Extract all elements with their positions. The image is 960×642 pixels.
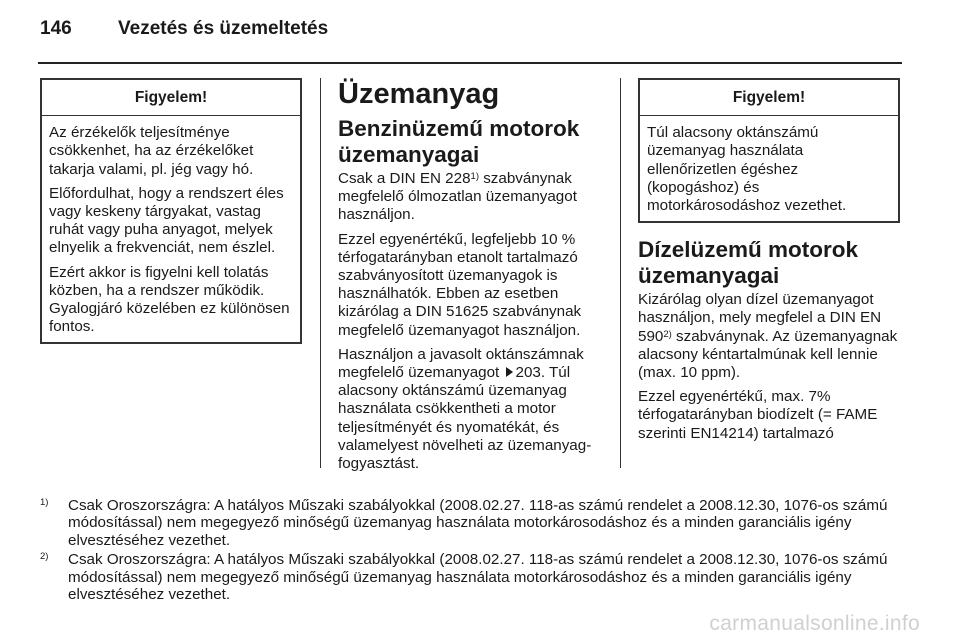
footnote-ref[interactable]: 2) <box>663 328 672 340</box>
subsection-heading-petrol: Benzinüzemű motorok üzemanyagai <box>338 116 580 167</box>
warning-paragraph: Előfordulhat, hogy a rendszert éles vagy keskeny tárgyakat, vastag ruhát vagy puha anyagot, melyek elnyelik a frekvenciát, nem észlel. <box>49 184 284 257</box>
paragraph <box>338 170 606 225</box>
footnote <box>40 497 902 549</box>
subsection-heading-diesel: Dízelüzemű motorok üzemanyagai <box>638 237 859 289</box>
paragraph: Ezzel egyenértékű, legfeljebb 10 % térfogatarányban etanolt tartalmazó szabványosított üzemanyagok is használhatók. Ebben az esetben kizárólag a DIN 51625 szabványnak megfelelő üzemanyagot használjon. <box>338 230 582 339</box>
header-rule <box>38 62 902 64</box>
watermark: carmanualsonline.info <box>709 612 920 635</box>
text: szabványnak. Az üzemanyagnak alacsony kéntartalmúnak kell lennie (max. 10 ppm). <box>638 327 898 382</box>
footnote-mark: 2) <box>40 551 49 563</box>
footnote <box>40 551 902 603</box>
warning-box-body <box>640 116 898 221</box>
footnotes <box>40 497 902 605</box>
text: szabványnak megfelelő ólmozatlan üzemanyagot használjon. <box>338 170 577 224</box>
paragraph: Ezzel egyenértékű, max. 7% térfogatarányban biodízelt (= FAME szerinti EN14214) tartalmazó <box>638 388 878 442</box>
text: Kizárólag olyan dízel üzemanyagot használjon, mely megfelel a DIN EN 590 <box>638 291 882 345</box>
text: . Túl alacsony oktánszámú üzemanyag használata csökkentheti a motor teljesítményét és nyomatékát, és valamelyest növelheti az üzemanyag-fogyasztást. <box>338 364 592 473</box>
warning-paragraph: Ezért akkor is figyelni kell tolatás közben, ha a rendszer működik. Gyalogjáró közelében ez különösen fontos. <box>49 263 290 336</box>
column-divider <box>620 78 621 468</box>
page-header <box>40 18 328 40</box>
page-reference-link[interactable]: 203 <box>515 364 541 382</box>
footnote-ref[interactable]: 1) <box>470 171 479 182</box>
right-column <box>638 78 900 449</box>
footnote-text: Csak Oroszországra: A hatályos Műszaki szabályokkal (2008.02.27. 118-as számú rendelet a 2008.12.30, 1076-os számú módosítással) nem megegyező minőségű üzemanyag használata motorkárosodáshoz és a minden garanciális igény elvesztéséhez vezethet. <box>68 497 888 549</box>
middle-column <box>338 78 606 479</box>
warning-box-sensors <box>40 78 302 344</box>
page-number: 146 <box>40 18 72 39</box>
left-column <box>40 78 302 344</box>
section-heading: Üzemanyag <box>338 78 500 110</box>
warning-box-title: Figyelem! <box>640 80 898 116</box>
chapter-title: Vezetés és üzemeltetés <box>118 18 329 39</box>
footnote-text: Csak Oroszországra: A hatályos Műszaki szabályokkal (2008.02.27. 118-as számú rendelet a 2008.12.30, 1076-os számú módosítással) nem megegyező minőségű üzemanyag használata motorkárosodáshoz és a minden garanciális igény elvesztéséhez vezethet. <box>68 551 888 604</box>
paragraph <box>638 291 900 382</box>
warning-paragraph: Túl alacsony oktánszámú üzemanyag használata ellenőrizetlen égéshez (kopogáshoz) és motorkárosodáshoz vezethet. <box>647 124 847 215</box>
column-divider <box>320 78 321 468</box>
footnote-mark: 1) <box>40 497 49 508</box>
paragraph <box>338 346 606 473</box>
warning-box-body <box>42 116 300 342</box>
text: Csak a DIN EN 228 <box>338 170 471 187</box>
text: Használjon a javasolt oktánszámnak megfelelő üzemanyagot <box>338 345 584 382</box>
warning-box-octane <box>638 78 900 223</box>
warning-box-title: Figyelem! <box>42 80 300 116</box>
warning-paragraph: Az érzékelők teljesítménye csökkenhet, ha az érzékelőket takarja valami, pl. jég vagy hó. <box>49 124 254 178</box>
page-reference-arrow-icon <box>506 367 513 377</box>
